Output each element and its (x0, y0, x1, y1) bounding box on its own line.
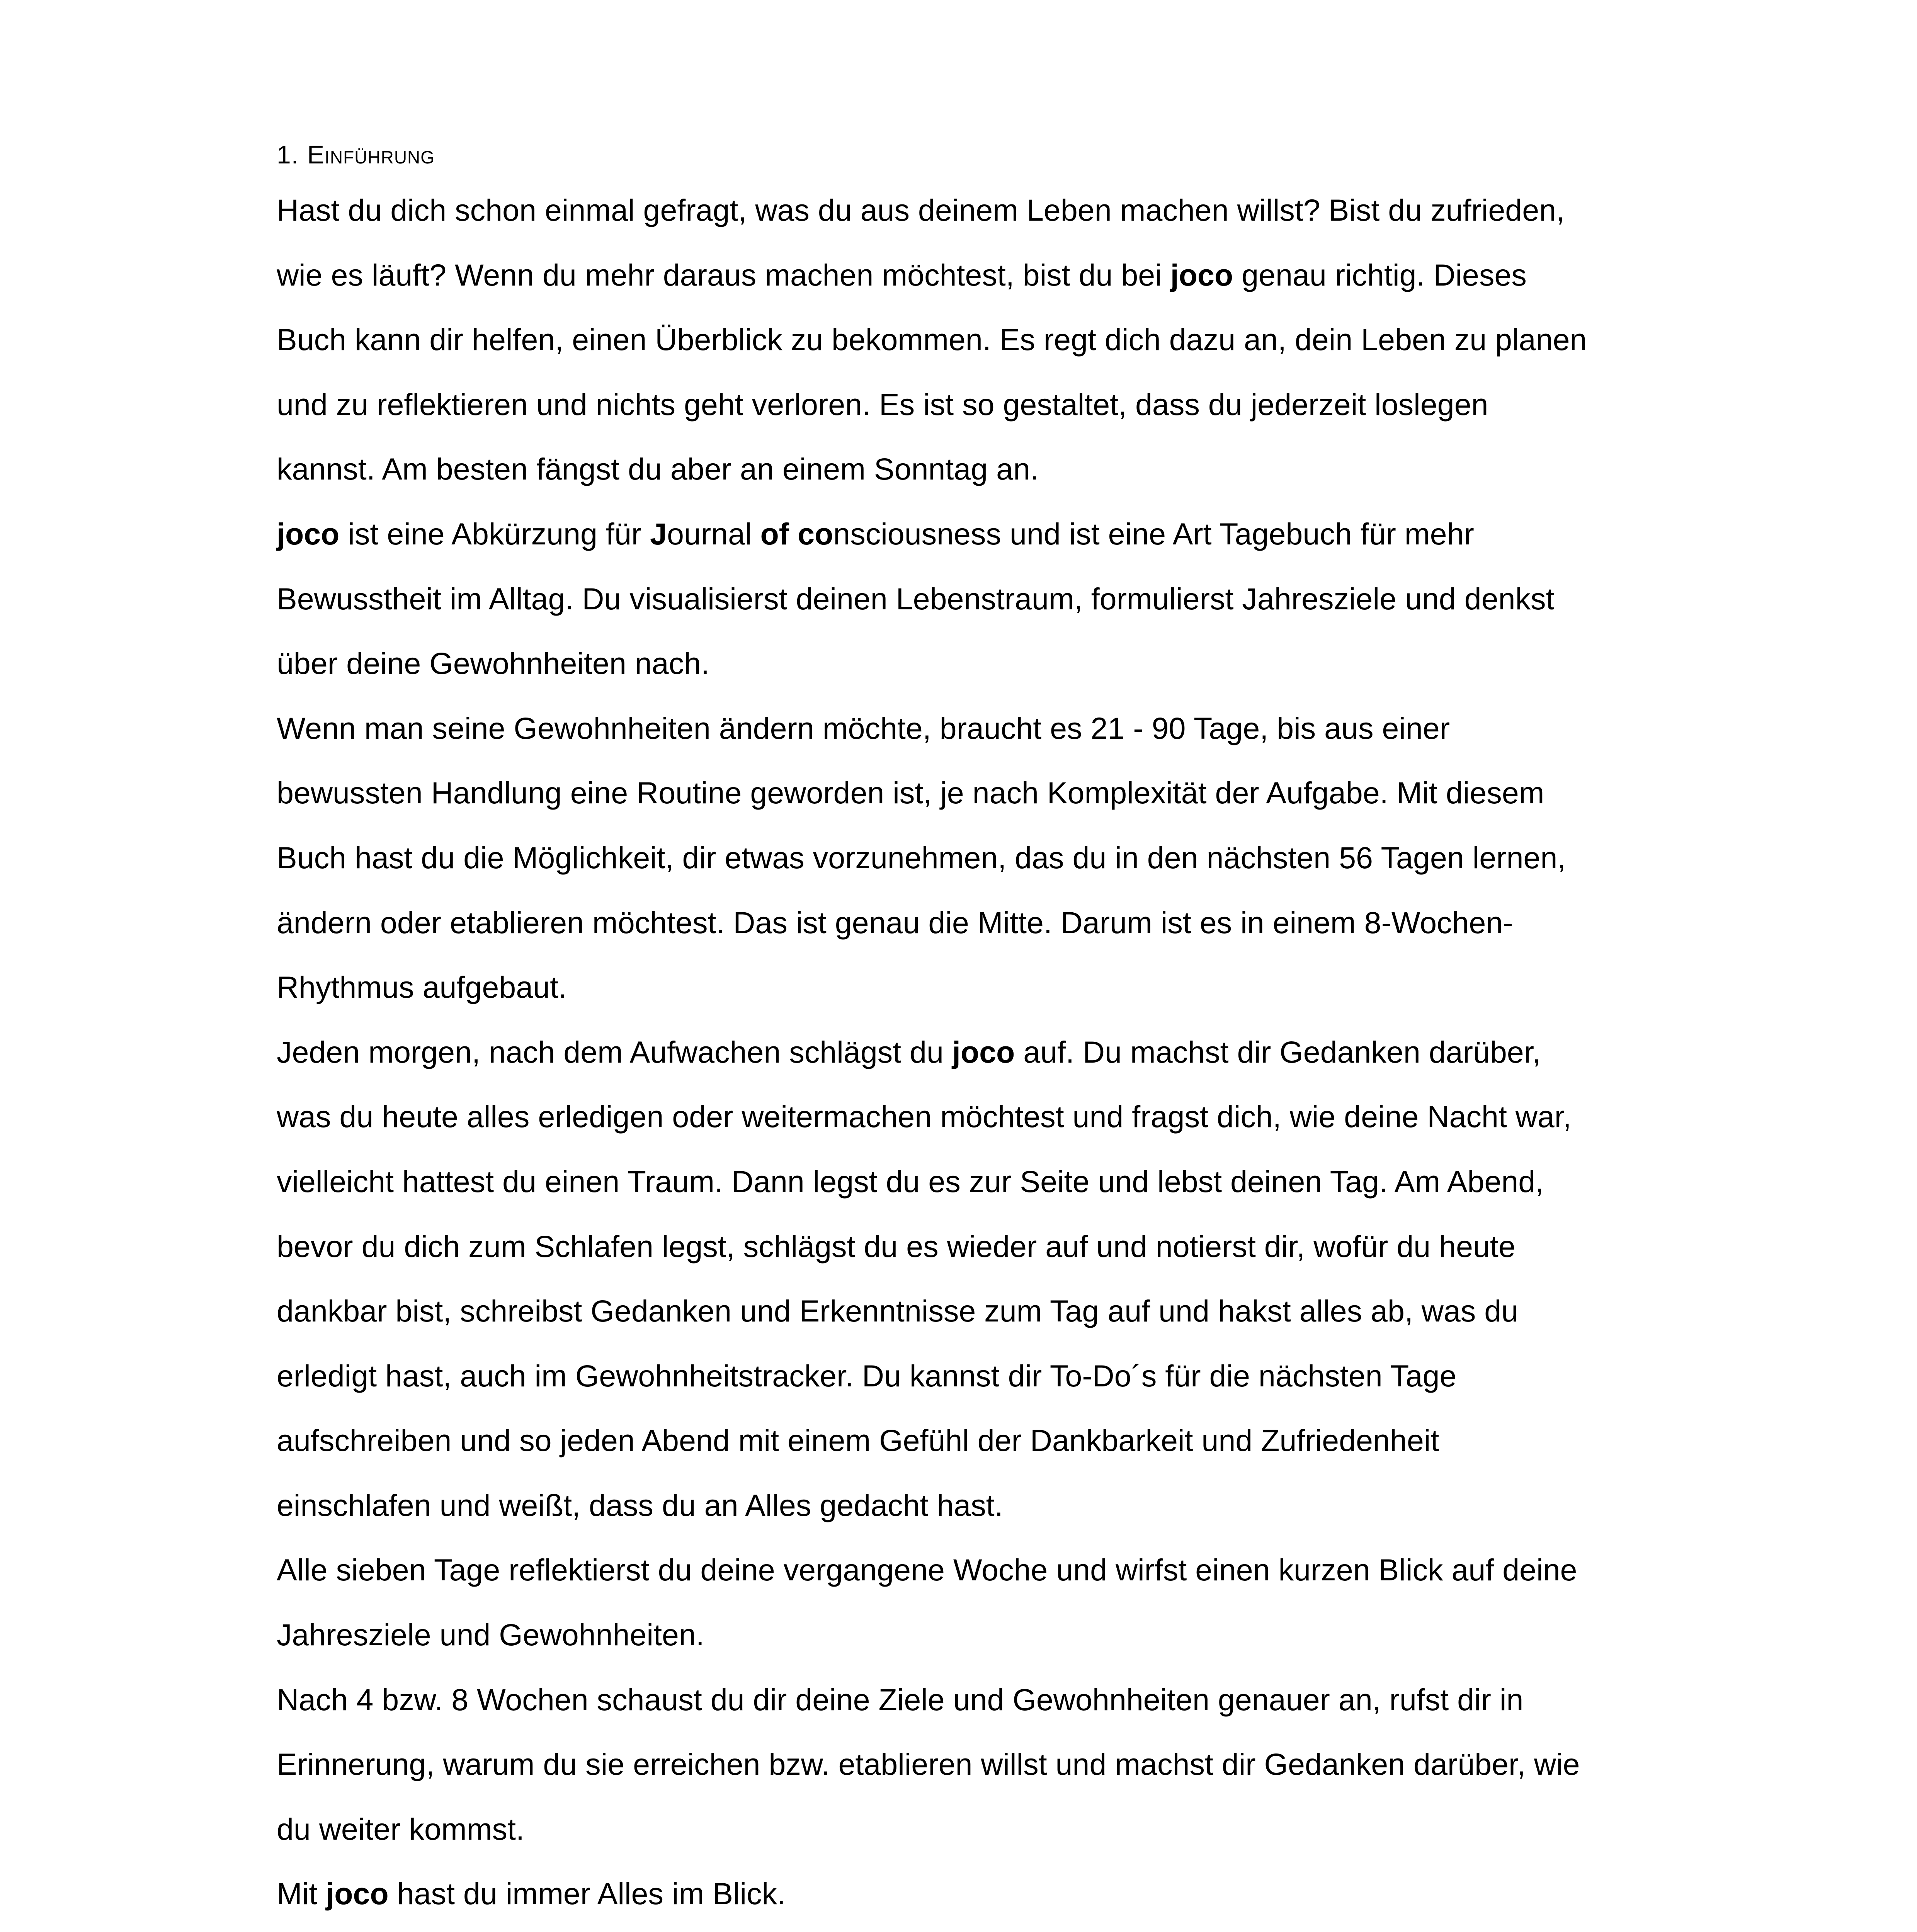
paragraph (277, 502, 1675, 696)
text-line (277, 631, 1675, 696)
section-title: Einführung (307, 140, 435, 169)
text-line (277, 696, 1675, 761)
text-run: einschlafen und weißt, dass du an Alles gedacht hast. (277, 1488, 1003, 1522)
text-line (277, 1667, 1675, 1732)
text-line (277, 1732, 1675, 1797)
text-run: Rhythmus aufgebaut. (277, 970, 567, 1005)
text-line (277, 1408, 1675, 1473)
text-run: genau richtig. Dieses (1233, 257, 1527, 292)
bold-text: joco (277, 516, 340, 551)
text-line (277, 1602, 1675, 1667)
text-line (277, 1149, 1675, 1214)
text-line (277, 307, 1675, 372)
text-line (277, 437, 1675, 502)
text-line (277, 1537, 1675, 1602)
text-line (277, 1344, 1675, 1408)
text-run: bevor du dich zum Schlafen legst, schlägst du es wieder auf und notierst dir, wofür du heute (277, 1229, 1516, 1264)
text-run (789, 517, 798, 551)
text-line (277, 566, 1675, 631)
text-run: Bewusstheit im Alltag. Du visualisierst deinen Lebenstraum, formulierst Jahresziele und denkst (277, 581, 1555, 616)
text-run: Buch kann dir helfen, einen Überblick zu bekommen. Es regt dich dazu an, dein Leben zu planen (277, 322, 1587, 357)
body-text (277, 178, 1675, 1926)
paragraph (277, 178, 1675, 502)
text-run: Nach 4 bzw. 8 Wochen schaust du dir deine Ziele und Gewohnheiten genauer an, rufst dir in (277, 1682, 1524, 1717)
paragraph (277, 696, 1675, 1020)
text-run: erledigt hast, auch im Gewohnheitstracker. Du kannst dir To-Do´s für die nächsten Tage (277, 1358, 1457, 1393)
text-run: Buch hast du die Möglichkeit, dir etwas vorzunehmen, das du in den nächsten 56 Tagen lernen, (277, 840, 1566, 875)
text-run: was du heute alles erledigen oder weitermachen möchtest und fragst dich, wie deine Nacht war, (277, 1099, 1572, 1134)
text-line (277, 178, 1675, 243)
paragraph (277, 1020, 1675, 1538)
page-content (277, 131, 1675, 1926)
text-line (277, 890, 1675, 955)
text-line (277, 1797, 1675, 1862)
text-line (277, 372, 1675, 437)
text-line (277, 1861, 1675, 1926)
text-run: über deine Gewohnheiten nach. (277, 646, 710, 681)
text-line (277, 955, 1675, 1020)
text-run: Alle sieben Tage reflektierst du deine vergangene Woche und wirfst einen kurzen Blick auf deine (277, 1553, 1577, 1587)
text-line (277, 760, 1675, 825)
text-line (277, 1279, 1675, 1344)
text-run: Wenn man seine Gewohnheiten ändern möchte, braucht es 21 - 90 Tage, bis aus einer (277, 711, 1450, 745)
text-line (277, 825, 1675, 890)
text-run: Mit (277, 1876, 326, 1911)
text-run: aufschreiben und so jeden Abend mit einem Gefühl der Dankbarkeit und Zufriedenheit (277, 1423, 1439, 1458)
paragraph (277, 1667, 1675, 1862)
bold-text: joco (952, 1034, 1015, 1069)
text-line (277, 1084, 1675, 1149)
section-heading (277, 131, 1675, 178)
text-line (277, 502, 1675, 566)
paragraph (277, 1537, 1675, 1667)
text-run: Jeden morgen, nach dem Aufwachen schlägst du (277, 1034, 952, 1069)
text-run: ändern oder etablieren möchtest. Das ist genau die Mitte. Darum ist es in einem 8-Wochen- (277, 905, 1513, 940)
bold-text: co (798, 516, 833, 551)
bold-text: of (760, 516, 789, 551)
text-run: bewussten Handlung eine Routine geworden ist, je nach Komplexität der Aufgabe. Mit diesem (277, 776, 1544, 810)
text-run: Hast du dich schon einmal gefragt, was du aus deinem Leben machen willst? Bist du zufrieden, (277, 193, 1565, 227)
text-run: vielleicht hattest du einen Traum. Dann legst du es zur Seite und lebst deinen Tag. Am Abend, (277, 1164, 1544, 1199)
bold-text: joco (1170, 257, 1233, 292)
text-run: ournal (667, 516, 760, 551)
paragraph (277, 1861, 1675, 1926)
text-line (277, 1020, 1675, 1085)
text-run: dankbar bist, schreibst Gedanken und Erkenntnisse zum Tag auf und hakst alles ab, was du (277, 1294, 1519, 1328)
text-run: hast du immer Alles im Blick. (388, 1876, 786, 1911)
text-run: ist eine Abkürzung für (339, 516, 650, 551)
bold-text: J (650, 516, 667, 551)
text-run: Erinnerung, warum du sie erreichen bzw. etablieren willst und machst dir Gedanken darüber, wie (277, 1747, 1580, 1782)
text-run: auf. Du machst dir Gedanken darüber, (1015, 1034, 1541, 1069)
text-line (277, 1214, 1675, 1279)
text-run: nsciousness und ist eine Art Tagebuch für mehr (833, 516, 1474, 551)
text-line (277, 1473, 1675, 1538)
section-number: 1. (277, 140, 299, 169)
text-run: du weiter kommst. (277, 1811, 524, 1846)
text-run: wie es läuft? Wenn du mehr daraus machen möchtest, bist du bei (277, 257, 1170, 292)
text-run: und zu reflektieren und nichts geht verloren. Es ist so gestaltet, dass du jederzeit loslegen (277, 387, 1488, 422)
bold-text: joco (326, 1876, 389, 1911)
text-line (277, 243, 1675, 308)
text-run: Jahresziele und Gewohnheiten. (277, 1617, 704, 1652)
text-run: kannst. Am besten fängst du aber an einem Sonntag an. (277, 452, 1039, 486)
